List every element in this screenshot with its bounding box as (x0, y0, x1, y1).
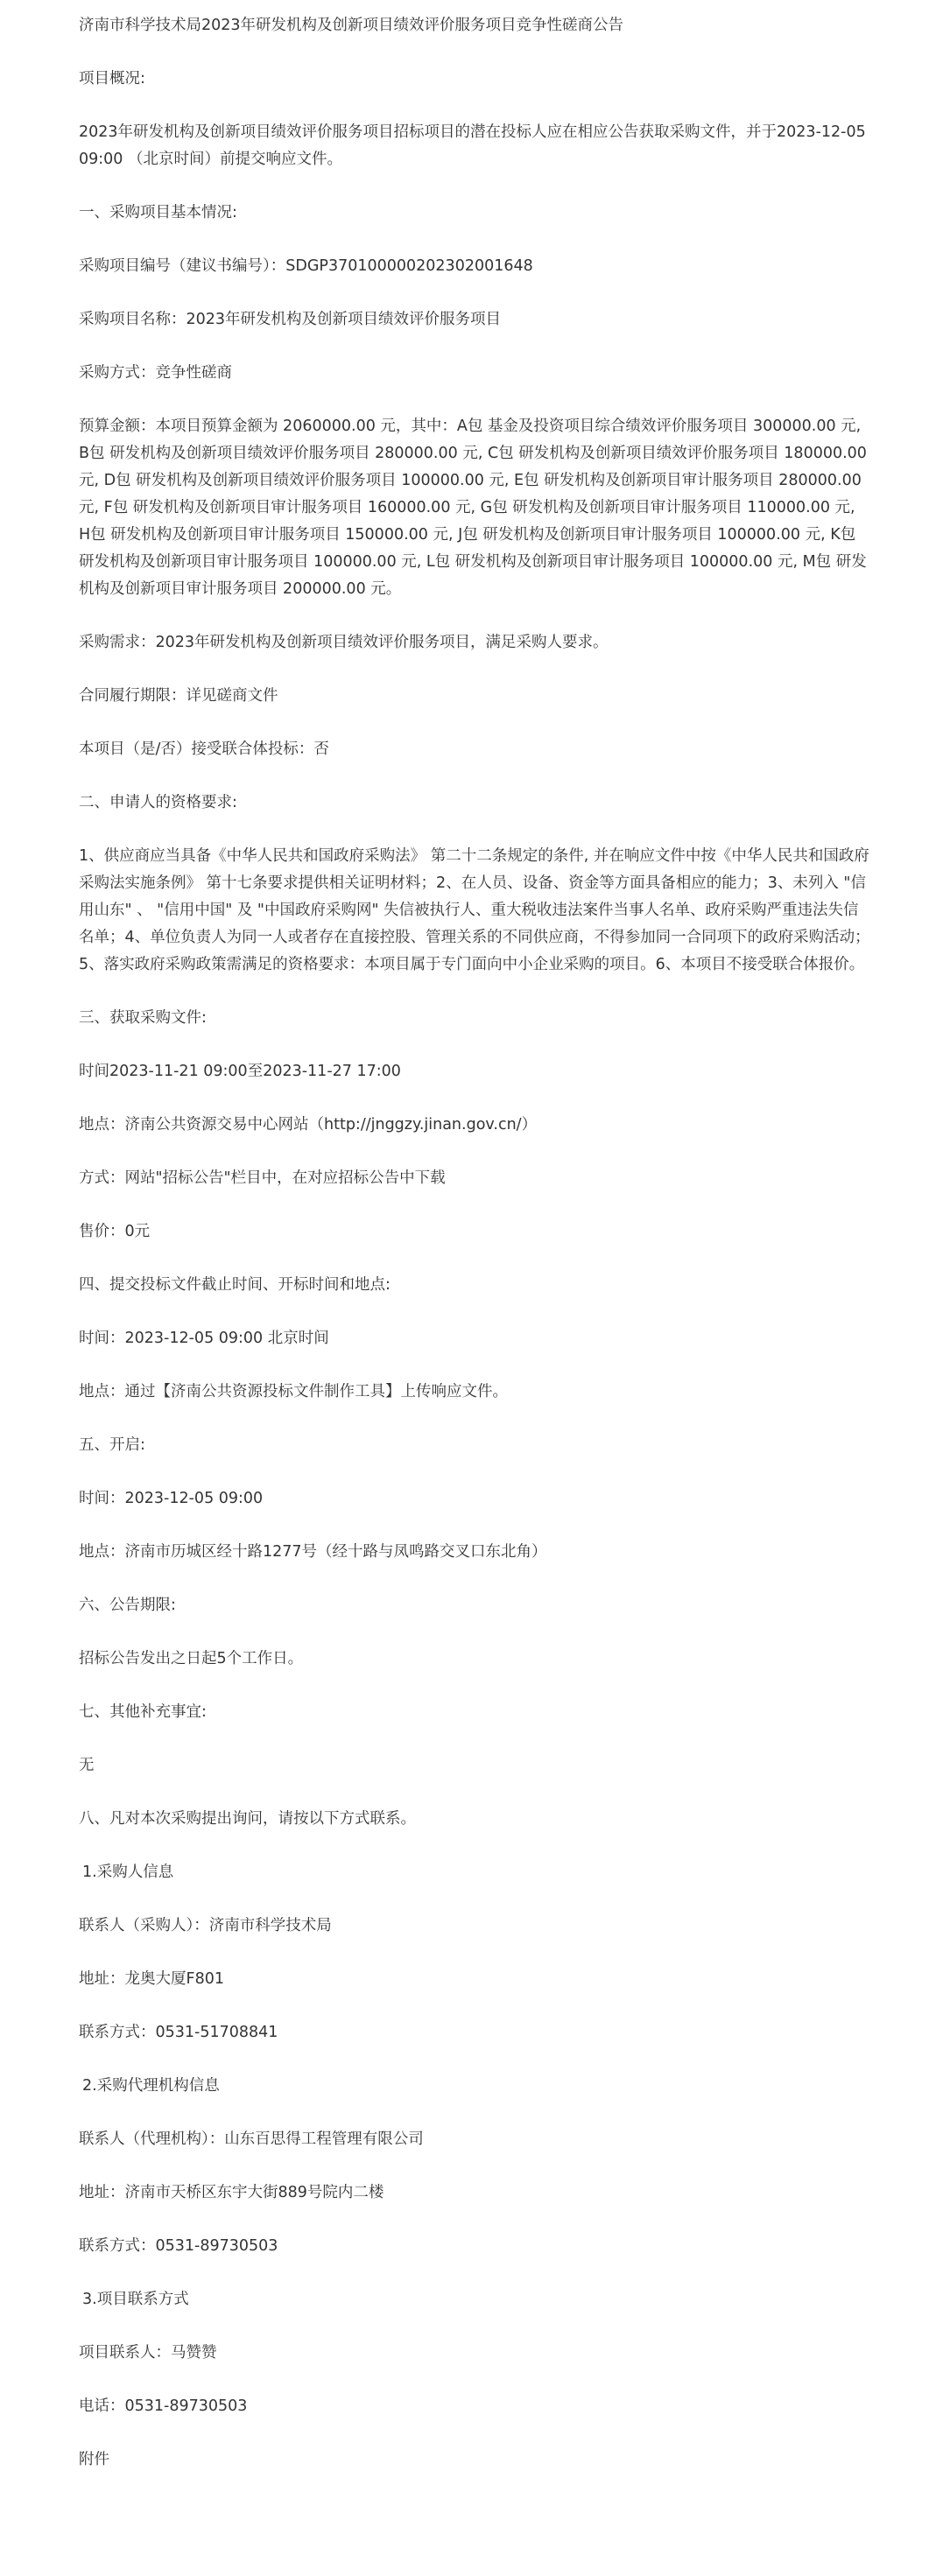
overview-heading: 项目概况: (79, 70, 145, 88)
agent-address: 地址：济南市天桥区东宇大街889号院内二楼 (79, 2184, 384, 2201)
other-matters: 无 (79, 1757, 95, 1774)
section-4-heading: 四、提交投标文件截止时间、开标时间和地点: (79, 1276, 391, 1294)
buyer-address: 地址：龙奥大厦F801 (79, 1970, 224, 1988)
consortium-bid: 本项目（是/否）接受联合体投标：否 (79, 741, 329, 758)
agent-phone: 联系方式：0531-89730503 (79, 2237, 278, 2255)
section-5-heading: 五、开启: (79, 1436, 145, 1454)
obtain-way: 方式：网站"招标公告"栏目中，在对应招标公告中下载 (79, 1169, 446, 1187)
open-time: 时间：2023-12-05 09:00 (79, 1490, 264, 1507)
buyer-info-heading: 1.采购人信息 (82, 1864, 174, 1881)
budget-text: 预算金额：本项目预算金额为 2060000.00 元，其中：A包 基金及投资项目综合绩效评价服务项目 300000.00 元, B包 研发机构及创新项目绩效评价服务项目 280000.00 元, C包 研发机构及创新项目绩效评价服务项目 180000.00 元, D包 研发机构及创新项目绩效评价服务项目 100000.00 元, E包 研发机构及创新项目审计服务项目 280000.00 元, F包 研发机构及创新项目审计服务项目 160000.00 元, G包 研发机构及创新项目审计服务项目 110000.00 元, H包 研发机构及创新项目审计服务项目 150000.00 元, J包 研发机构及创新项目审计服务项目 100000.00 元, K包 研发机构及创新项目审计服务项目 100000.00 元, L包 研发机构及创新项目审计服务项目 100000.00 元, M包 研发机构及创新项目审计服务项目 200000.00 元。 (79, 418, 867, 598)
attachment-label: 附件 (79, 2451, 109, 2468)
overview-text: 2023年研发机构及创新项目绩效评价服务项目招标项目的潜在投标人应在相应公告获取采购文件，并于2023-12-05 09:00 （北京时间）前提交响应文件。 (79, 123, 866, 168)
announcement-period: 招标公告发出之日起5个工作日。 (79, 1650, 304, 1667)
qualification-text: 1、供应商应当具备《中华人民共和国政府采购法》 第二十二条规定的条件, 并在响应文件中按《中华人民共和国政府采购法实施条例》 第十七条要求提供相关证明材料；2、在人员、设备、资金等方面具备相应的能力；3、未列入 "信用山东" 、 "信用中国" 及 "中国政府采购网" 失信被执行人、重大税收违法案件当事人名单、政府采购严重违法失信名单；4、单位负责人为同一人或者存在直接控股、管理关系的不同供应商，不得参加同一合同项下的政府采购活动； 5、落实政府采购政策需满足的资格要求：本项目属于专门面向中小企业采购的项目。6、本项目不接受联合体报价。 (79, 847, 870, 973)
submit-place: 地点：通过【济南公共资源投标文件制作工具】上传响应文件。 (79, 1383, 508, 1400)
section-8-heading: 八、凡对本次采购提出询问，请按以下方式联系。 (79, 1810, 416, 1828)
project-contact: 项目联系人：马赞赞 (79, 2344, 217, 2362)
agent-info-heading: 2.采购代理机构信息 (82, 2077, 220, 2095)
submit-time: 时间：2023-12-05 09:00 北京时间 (79, 1330, 329, 1347)
agent-contact: 联系人（代理机构）：山东百思得工程管理有限公司 (79, 2130, 424, 2148)
buyer-phone: 联系方式：0531-51708841 (79, 2024, 278, 2041)
section-6-heading: 六、公告期限: (79, 1597, 176, 1614)
section-1-heading: 一、采购项目基本情况: (79, 204, 237, 221)
document-title: 济南市科学技术局2023年研发机构及创新项目绩效评价服务项目竞争性磋商公告 (79, 17, 624, 34)
open-place: 地点：济南市历城区经十路1277号（经十路与凤鸣路交叉口东北角） (79, 1543, 547, 1561)
document-price: 售价：0元 (79, 1223, 151, 1240)
buyer-contact: 联系人（采购人）：济南市科学技术局 (79, 1917, 332, 1934)
project-phone: 电话：0531-89730503 (79, 2397, 248, 2415)
section-3-heading: 三、获取采购文件: (79, 1009, 207, 1027)
project-number: 采购项目编号（建议书编号）：SDGP370100000202302001648 (79, 257, 533, 275)
section-2-heading: 二、申请人的资格要求: (79, 794, 237, 811)
obtain-place: 地点：济南公共资源交易中心网站（http://jnggzy.jinan.gov.cn/） (79, 1116, 538, 1134)
procurement-method: 采购方式：竞争性磋商 (79, 364, 232, 382)
section-7-heading: 七、其他补充事宜: (79, 1703, 207, 1721)
procurement-demand: 采购需求：2023年研发机构及创新项目绩效评价服务项目，满足采购人要求。 (79, 634, 609, 651)
project-contact-heading: 3.项目联系方式 (82, 2291, 189, 2308)
obtain-time: 时间2023-11-21 09:00至2023-11-27 17:00 (79, 1063, 401, 1080)
contract-period: 合同履行期限：详见磋商文件 (79, 687, 278, 705)
project-name: 采购项目名称：2023年研发机构及创新项目绩效评价服务项目 (79, 311, 502, 328)
